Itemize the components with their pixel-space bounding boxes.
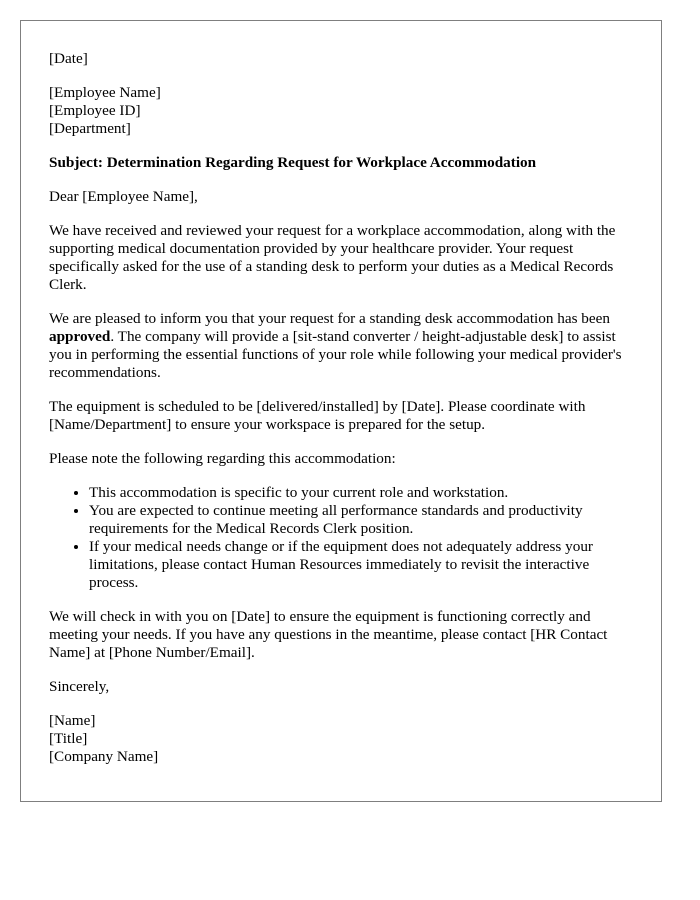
list-item: • If your medical needs change or if the equipment does not adequately address your limitations, please contact Human Resources immediately to revisit the interactive process. — [89, 538, 633, 592]
recipient-block — [49, 84, 633, 138]
letter-subject: Subject: Determination Regarding Request for Workplace Accommodation — [49, 154, 537, 171]
approval-status: approved — [49, 328, 111, 345]
signature-block — [49, 712, 633, 766]
paragraph-approval — [49, 310, 633, 382]
paragraph-request-review: We have received and reviewed your request for a workplace accommodation, along with the supporting medical documentation provided by your healthcare provider. Your request specifically asked for the use of a standing desk to perform your duties as a Medical Records Clerk. — [49, 222, 616, 293]
paragraph-equipment-schedule: The equipment is scheduled to be [delivered/installed] by [Date]. Please coordinate with [Name/Department] to ensure your workspace is prepared for the setup. — [49, 398, 586, 433]
recipient-department: [Department] — [49, 120, 131, 137]
signature-company: [Company Name] — [49, 748, 159, 765]
notes-list — [49, 484, 633, 592]
notes-intro: Please note the following regarding this accommodation: — [49, 450, 396, 467]
letter-date: [Date] — [49, 50, 88, 67]
closing: Sincerely, — [49, 678, 110, 695]
signature-name: [Name] — [49, 712, 96, 729]
approval-text-after: . The company will provide a [sit-stand converter / height-adjustable desk] to assist you in performing the essential functions of your role while following your medical provider's recommendations. — [49, 328, 622, 381]
paragraph-check-in: We will check in with you on [Date] to ensure the equipment is functioning correctly and meeting your needs. If you have any questions in the meantime, please contact [HR Contact Name] at [Phone Number/Email]. — [49, 608, 608, 661]
approval-text-before: We are pleased to inform you that your request for a standing desk accommodation has been — [49, 310, 610, 327]
recipient-id: [Employee ID] — [49, 102, 141, 119]
signature-title: [Title] — [49, 730, 88, 747]
salutation: Dear [Employee Name], — [49, 188, 198, 205]
list-item: • This accommodation is specific to your current role and workstation. — [89, 484, 633, 502]
list-item: • You are expected to continue meeting all performance standards and productivity requirements for the Medical Records Clerk position. — [89, 502, 633, 538]
recipient-name: [Employee Name] — [49, 84, 161, 101]
letter-document — [20, 20, 662, 802]
